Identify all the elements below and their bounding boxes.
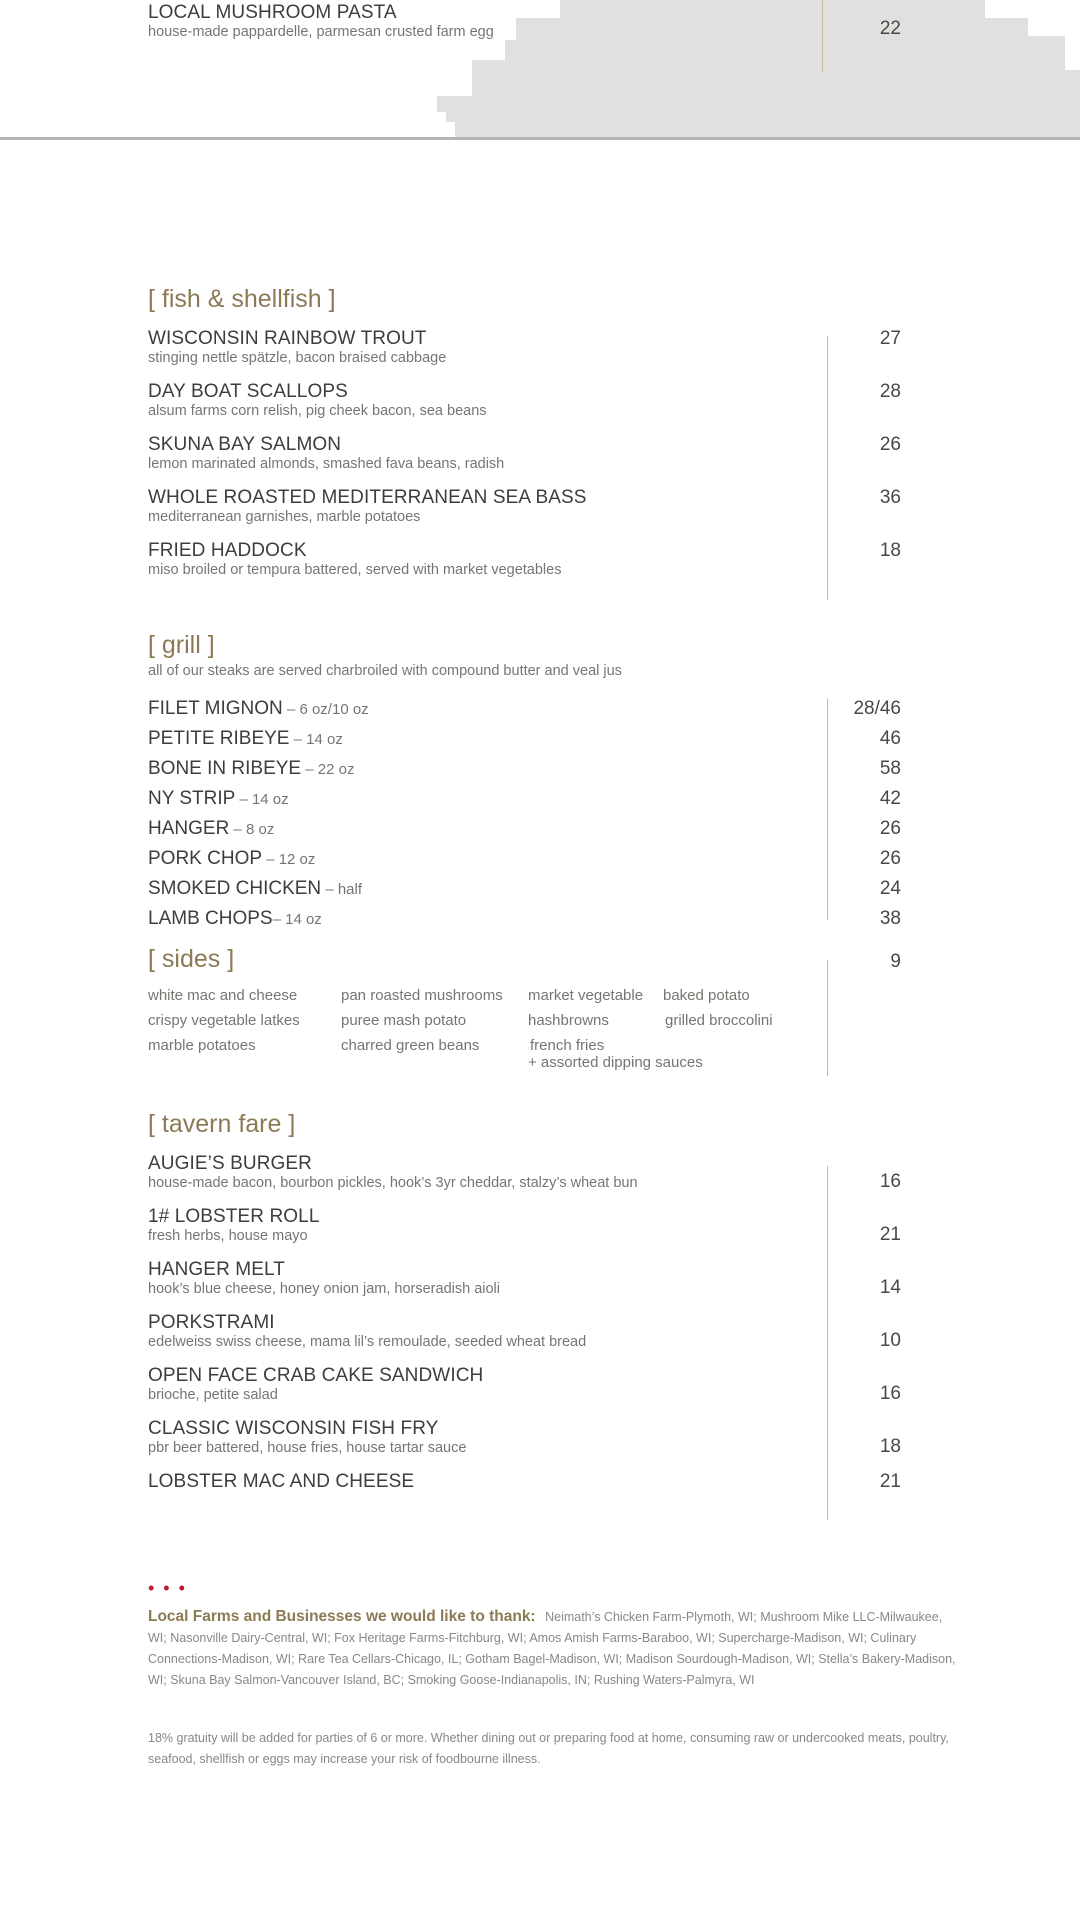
menu-item [148, 381, 487, 419]
item-weight: – 6 oz/10 oz [282, 701, 369, 718]
item-description: lemon marinated almonds, smashed fava beans, radish [148, 456, 505, 472]
item-price: 22 [879, 18, 901, 39]
item-name: PETITE RIBEYE [148, 728, 290, 749]
item-description: mediterranean garnishes, marble potatoes [148, 509, 421, 525]
item-description: miso broiled or tempura battered, served with market vegetables [148, 562, 562, 578]
menu-item [148, 328, 446, 366]
item-description: fresh herbs, house mayo [148, 1228, 308, 1244]
item-price: 26 [879, 848, 901, 869]
section-title-tavern: [ tavern fare ] [148, 1110, 296, 1138]
section-title-fish: [ fish & shellfish ] [148, 285, 336, 313]
menu-item [148, 540, 561, 578]
gratuity-notice: 18% gratuity will be added for parties of 6 or more. Whether dining out or preparing food at home, consuming raw or undercooked meats, poultry, seafood, shellfish or eggs may increase your risk of foodbourne illness. [148, 1731, 949, 1766]
item-weight: – 12 oz [262, 851, 316, 868]
item-name: AUGIE’S BURGER [148, 1153, 312, 1174]
item-name: PORKSTRAMI [148, 1312, 275, 1333]
item-price: 46 [879, 728, 901, 749]
item-price: 26 [879, 818, 901, 839]
side-item: market vegetable [528, 987, 644, 1004]
item-weight: – 8 oz [229, 821, 275, 838]
item-name: LAMB CHOPS [148, 908, 273, 929]
item-price: 36 [879, 487, 901, 508]
grill-note: all of our steaks are served charbroiled with compound butter and veal jus [148, 663, 622, 679]
side-item: white mac and cheese [148, 987, 298, 1004]
menu-item [148, 1418, 466, 1456]
menu-item [148, 487, 587, 525]
item-name: FRIED HADDOCK [148, 540, 307, 561]
menu-item [148, 758, 354, 780]
item-price: 10 [879, 1330, 901, 1351]
item-name: LOBSTER MAC AND CHEESE [148, 1471, 415, 1492]
item-name: WHOLE ROASTED MEDITERRANEAN SEA BASS [148, 487, 587, 508]
item-price: 38 [879, 908, 901, 929]
item-name: HANGER MELT [148, 1259, 285, 1280]
menu-item [148, 434, 504, 472]
item-description: house-made pappardelle, parmesan crusted farm egg [148, 24, 494, 40]
item-name: DAY BOAT SCALLOPS [148, 381, 348, 402]
item-name: HANGER [148, 818, 230, 839]
menu-item [148, 878, 362, 900]
item-description: alsum farms corn relish, pig cheek bacon, sea beans [148, 403, 487, 419]
menu-item [148, 1471, 414, 1493]
item-price: 16 [879, 1383, 901, 1404]
menu-item [148, 848, 315, 870]
menu-item [148, 1365, 483, 1403]
item-name: WISCONSIN RAINBOW TROUT [148, 328, 427, 349]
item-name: LOCAL MUSHROOM PASTA [148, 2, 397, 23]
side-item: + assorted dipping sauces [528, 1054, 703, 1071]
item-weight: – 14 oz [289, 731, 343, 748]
menu-item [148, 818, 274, 840]
price-divider [827, 960, 828, 1076]
side-item: crispy vegetable latkes [148, 1012, 300, 1029]
item-price: 14 [879, 1277, 901, 1298]
item-name: FILET MIGNON [148, 698, 283, 719]
item-name: SKUNA BAY SALMON [148, 434, 342, 455]
menu-item [148, 1259, 500, 1297]
item-price: 21 [879, 1471, 901, 1492]
menu-item [148, 1206, 320, 1244]
side-item: marble potatoes [148, 1037, 256, 1054]
menu-item [148, 728, 343, 750]
item-description: stinging nettle spätzle, bacon braised cabbage [148, 350, 447, 366]
item-price: 28/46 [853, 698, 901, 719]
menu-item [148, 698, 369, 720]
section-title-grill: [ grill ] [148, 631, 215, 659]
item-description: pbr beer battered, house fries, house tartar sauce [148, 1440, 467, 1456]
item-weight: – half [321, 881, 363, 898]
thanks-text: Neimath’s Chicken Farm-Plymoth, WI; Mushroom Mike LLC-Milwaukee, WI; Nasonville Dairy-Central, WI; Fox Heritage Farms-Fitchburg, WI; Amos Amish Farms-Baraboo, WI; Supercharge-Madison, WI; Culinary Connections-Madison, WI; Rare Tea Cellars-Chicago, IL; Gotham Bagel-Madison, WI; Madison Sourdough-Madison, WI; Stella’s Bakery-Madison, WI; Skuna Bay Salmon-Vancouver Island, BC; Smoking Goose-Indianapolis, IN; Rushing Waters-Palmyra, WI [148, 1610, 956, 1687]
side-item: pan roasted mushrooms [341, 987, 503, 1004]
thanks-heading: Local Farms and Businesses we would like to thank: [148, 1608, 536, 1625]
sides-price: 9 [890, 951, 901, 972]
top-divider [0, 137, 1080, 140]
item-description: brioche, petite salad [148, 1387, 278, 1403]
item-price: 24 [879, 878, 901, 899]
item-name: PORK CHOP [148, 848, 263, 869]
item-price: 42 [879, 788, 901, 809]
item-price: 27 [879, 328, 901, 349]
item-name: SMOKED CHICKEN [148, 878, 322, 899]
section-title-sides: [ sides ] [148, 945, 235, 973]
side-item: grilled broccolini [665, 1012, 773, 1029]
item-description: house-made bacon, bourbon pickles, hook’s 3yr cheddar, stalzy’s wheat bun [148, 1175, 638, 1191]
menu-item [148, 788, 289, 810]
side-item: french fries [530, 1037, 605, 1054]
item-name: NY STRIP [148, 788, 236, 809]
side-item: charred green beans [341, 1037, 480, 1054]
item-weight: – 14 oz [272, 911, 322, 928]
side-item: puree mash potato [341, 1012, 467, 1029]
menu-item [148, 1312, 586, 1350]
item-weight: – 14 oz [235, 791, 289, 808]
item-price: 18 [879, 1436, 901, 1457]
item-price: 16 [879, 1171, 901, 1192]
item-name: BONE IN RIBEYE [148, 758, 302, 779]
item-description: hook’s blue cheese, honey onion jam, horseradish aioli [148, 1281, 500, 1297]
item-description: edelweiss swiss cheese, mama lil’s remoulade, seeded wheat bread [148, 1334, 587, 1350]
item-price: 26 [879, 434, 901, 455]
item-price: 21 [879, 1224, 901, 1245]
menu-item [148, 1153, 638, 1191]
decorative-dots: • • • [148, 1578, 187, 1598]
item-price: 18 [879, 540, 901, 561]
menu-item [148, 908, 322, 930]
thanks-paragraph [148, 1606, 956, 1691]
item-name: OPEN FACE CRAB CAKE SANDWICH [148, 1365, 484, 1386]
menu-item-pasta [148, 2, 494, 40]
item-name: CLASSIC WISCONSIN FISH FRY [148, 1418, 439, 1439]
item-weight: – 22 oz [301, 761, 355, 778]
item-price: 28 [879, 381, 901, 402]
item-name: 1# LOBSTER ROLL [148, 1206, 320, 1227]
item-price: 58 [879, 758, 901, 779]
side-item: baked potato [663, 987, 750, 1004]
side-item: hashbrowns [528, 1012, 609, 1029]
